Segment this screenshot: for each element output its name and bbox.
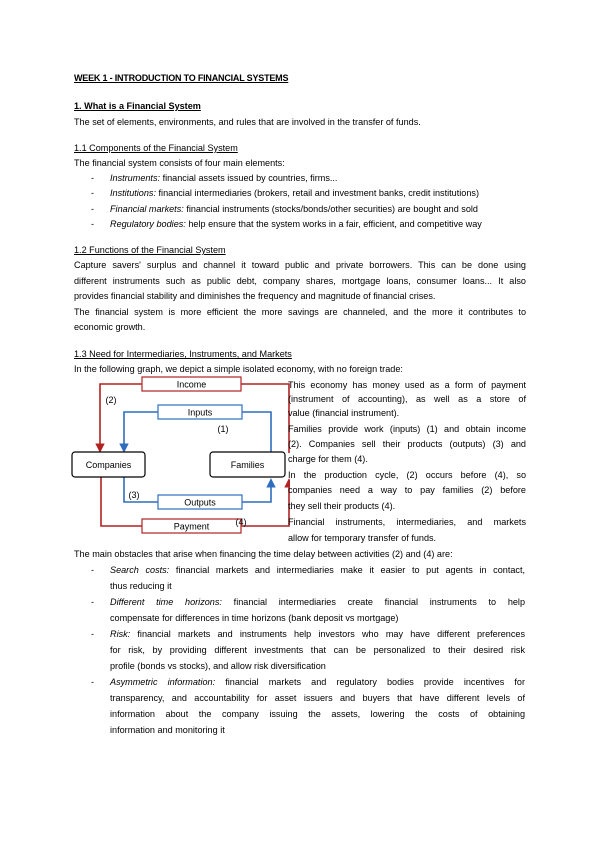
diagram-text-line: Families provide work (inputs) (1) and obtain income [288, 424, 526, 434]
section-1-2-heading: 1.2 Functions of the Financial System [74, 245, 226, 255]
economy-flow-diagram [70, 374, 290, 544]
paragraph-line: economic growth. [74, 322, 146, 332]
outputs-label: Outputs [184, 497, 216, 508]
list-item-continuation: information about the company issuing the assets, lowering the costs of obtaining [110, 709, 525, 719]
diagram-text-line: This economy has money used as a form of payment [288, 380, 526, 390]
list-item-text: help ensure that the system works in a fair, efficient, and competitive way [185, 219, 482, 229]
bullet-dash: - [91, 188, 95, 198]
bullet-dash: - [91, 597, 95, 607]
companies-label: Companies [85, 460, 132, 470]
list-item-continuation: for risk, by providing different investments that can be personalized to their desired risk [110, 645, 525, 655]
section-1-text: The set of elements, environments, and rules that are involved in the transfer of funds. [74, 117, 421, 127]
paragraph-line: The financial system is more efficient the more savings are channeled, and the more it contributes to [74, 307, 526, 317]
list-item-term: Search costs: [110, 565, 170, 575]
diagram-text-line: they sell their products (4). [288, 501, 396, 511]
diagram-text-line: Financial instruments, intermediaries, and markets [288, 517, 526, 527]
obstacles-intro: The main obstacles that arise when financing the time delay between activities (2) and (4) are: [74, 549, 453, 559]
list-item [110, 172, 337, 184]
list-item [110, 628, 525, 640]
families-label: Families [230, 460, 265, 470]
list-item-continuation: transparency, and accountability for asset issuers and buyers that have different levels of [110, 693, 525, 703]
income-label: Income [176, 379, 207, 390]
list-item [110, 564, 525, 576]
section-1-1-heading: 1.1 Components of the Financial System [74, 143, 238, 153]
list-item [110, 596, 525, 608]
label-4: (4) [235, 517, 247, 527]
inputs-flow-to-companies [124, 412, 158, 451]
bullet-dash: - [91, 204, 95, 214]
payment-flow-arrow [101, 476, 142, 526]
list-item-text: financial intermediaries (brokers, retail and investment banks, credit institutions) [156, 188, 479, 198]
list-item [110, 203, 478, 215]
list-item-term: Risk: [110, 629, 131, 639]
diagram-text-line: charge for them (4). [288, 454, 368, 464]
paragraph-line: provides financial stability and diminishes the frequency and magnitude of financial crises. [74, 291, 436, 301]
diagram-text-line: value (financial instrument). [288, 408, 400, 418]
list-item-continuation: thus reducing it [110, 581, 172, 591]
diagram-text-line: allow for temporary transfer of funds. [288, 533, 437, 543]
list-item [110, 187, 479, 199]
label-1: (1) [217, 424, 229, 434]
label-2: (2) [105, 395, 117, 405]
inputs-label: Inputs [187, 407, 213, 418]
section-1-1-intro: The financial system consists of four main elements: [74, 158, 285, 168]
list-item-term: Institutions: [110, 188, 156, 198]
list-item-term: Asymmetric information: [110, 677, 216, 687]
list-item-term: Financial markets: [110, 204, 184, 214]
inputs-flow-arrow [242, 412, 271, 452]
outputs-flow-to-families [242, 480, 271, 502]
section-1-3-intro: In the following graph, we depict a simple isolated economy, with no foreign trade: [74, 364, 403, 374]
list-item-continuation: profile (bonds vs stocks), and allow risk diversification [110, 661, 326, 671]
label-3: (3) [128, 490, 140, 500]
diagram-text-line: (instrument of accounting), as well as a store of [288, 394, 526, 404]
list-item-text: financial markets and regulatory bodies provide incentives for [215, 677, 526, 687]
list-item-text: financial intermediaries create financial instruments to help [221, 597, 526, 607]
bullet-dash: - [91, 219, 95, 229]
diagram-text-line: In the production cycle, (2) occurs before (4), so [288, 470, 526, 480]
list-item-text: financial markets and instruments help investors who may have different preferences [130, 629, 525, 639]
list-item-text: financial assets issued by countries, firms... [160, 173, 338, 183]
section-1-heading: 1. What is a Financial System [74, 101, 201, 111]
bullet-dash: - [91, 677, 95, 687]
paragraph-line: Capture savers' surplus and channel it toward public and private borrowers. This can be done using [74, 260, 526, 270]
bullet-dash: - [91, 629, 95, 639]
list-item [110, 676, 525, 688]
bullet-dash: - [91, 565, 95, 575]
diagram-text-line: companies need a way to pay families (2) before [288, 485, 526, 495]
paragraph-line: different instruments such as public debt, company shares, mortgage loans, consumer loans... It also [74, 276, 526, 286]
list-item-term: Regulatory bodies: [110, 219, 186, 229]
list-item-text: financial instruments (stocks/bonds/other securities) are bought and sold [183, 204, 478, 214]
payment-label: Payment [173, 521, 210, 532]
list-item-continuation: compensate for differences in time horizons (bank deposit vs mortgage) [110, 613, 399, 623]
section-1-3-heading: 1.3 Need for Intermediaries, Instruments, and Markets [74, 349, 292, 359]
list-item-term: Different time horizons: [110, 597, 222, 607]
list-item [110, 218, 482, 230]
diagram-text-line: (2). Companies sell their products (outputs) (3) and [288, 439, 526, 449]
page-title: WEEK 1 - INTRODUCTION TO FINANCIAL SYSTEMS [74, 73, 289, 83]
payment-flow-to-families [241, 480, 289, 526]
list-item-continuation: information and monitoring it [110, 725, 225, 735]
income-flow-arrow [241, 384, 289, 453]
list-item-term: Instruments: [110, 173, 161, 183]
bullet-dash: - [91, 173, 95, 183]
list-item-text: financial markets and intermediaries make it easier to put agents in contact, [169, 565, 526, 575]
